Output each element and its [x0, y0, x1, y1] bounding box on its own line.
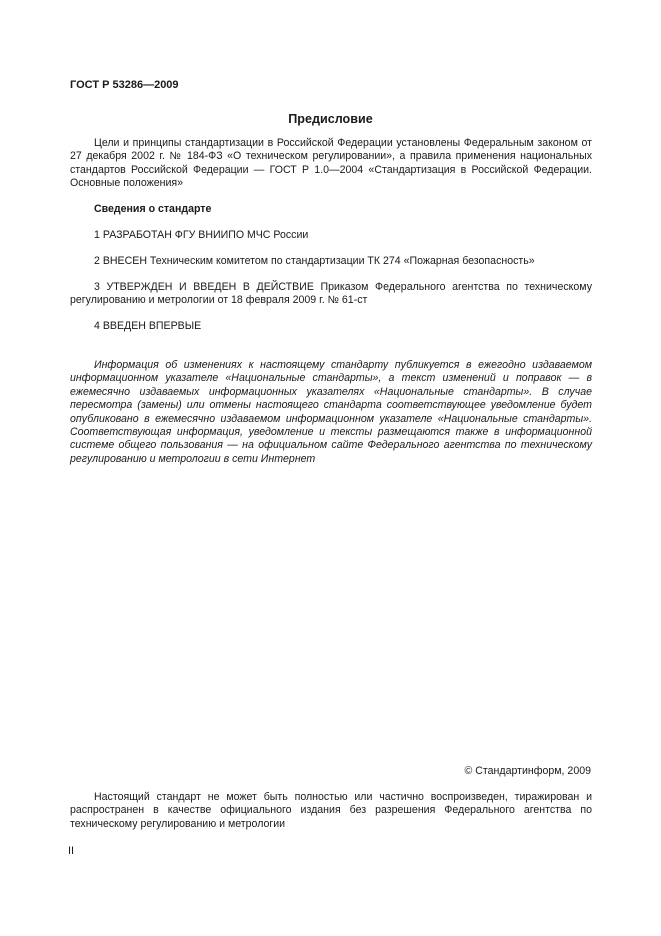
page-number: II — [68, 845, 75, 857]
reproduction-notice: Настоящий стандарт не может быть полностью или частично воспроизведен, тиражирован и распространен в качестве официального издания без разрешения Федерального агентства по техническому регулированию и метрологии — [70, 791, 592, 830]
item-introduced: 2 ВНЕСЕН Техническим комитетом по стандартизации ТК 274 «Пожарная безопасность» — [94, 255, 535, 267]
intro-paragraph: Цели и принципы стандартизации в Российской Федерации установлены Федеральным законом от 27 декабря 2002 г. № 184-ФЗ «О техническом регулировании», а правила применения национальных стандартов Российской Федерации — ГОСТ Р 1.0—2004 «Стандартизация в Российской Федерации. Основные положения» — [70, 137, 592, 190]
item-developed: 1 РАЗРАБОТАН ФГУ ВНИИПО МЧС России — [94, 229, 309, 241]
item-first-introduced: 4 ВВЕДЕН ВПЕРВЫЕ — [94, 320, 202, 332]
section-heading: Сведения о стандарте — [94, 203, 212, 215]
copyright: © Стандартинформ, 2009 — [464, 765, 591, 777]
info-note: Информация об изменениях к настоящему стандарту публикуется в ежегодно издаваемом информационном указателе «Национальные стандарты», а текст изменений и поправок — в ежемесячно издаваемых информационных указателях «Национальные стандарты». В случае пересмотра (замены) или отмены настоящего стандарта соответствующее уведомление будет опубликовано в ежемесячно издаваемом информационном указателе «Национальные стандарты». Соответствующая информация, уведомление и тексты размещаются также в информационной системе общего пользования — на официальном сайте Федерального агентства по техническому регулированию и метрологии в сети Интернет — [70, 359, 592, 465]
page-title: Предисловие — [288, 112, 373, 126]
item-approved: 3 УТВЕРЖДЕН И ВВЕДЕН В ДЕЙСТВИЕ Приказом Федерального агентства по техническому регулированию и метрологии от 18 февраля 2009 г. № 61-ст — [70, 281, 592, 307]
document-header: ГОСТ Р 53286—2009 — [70, 79, 179, 91]
